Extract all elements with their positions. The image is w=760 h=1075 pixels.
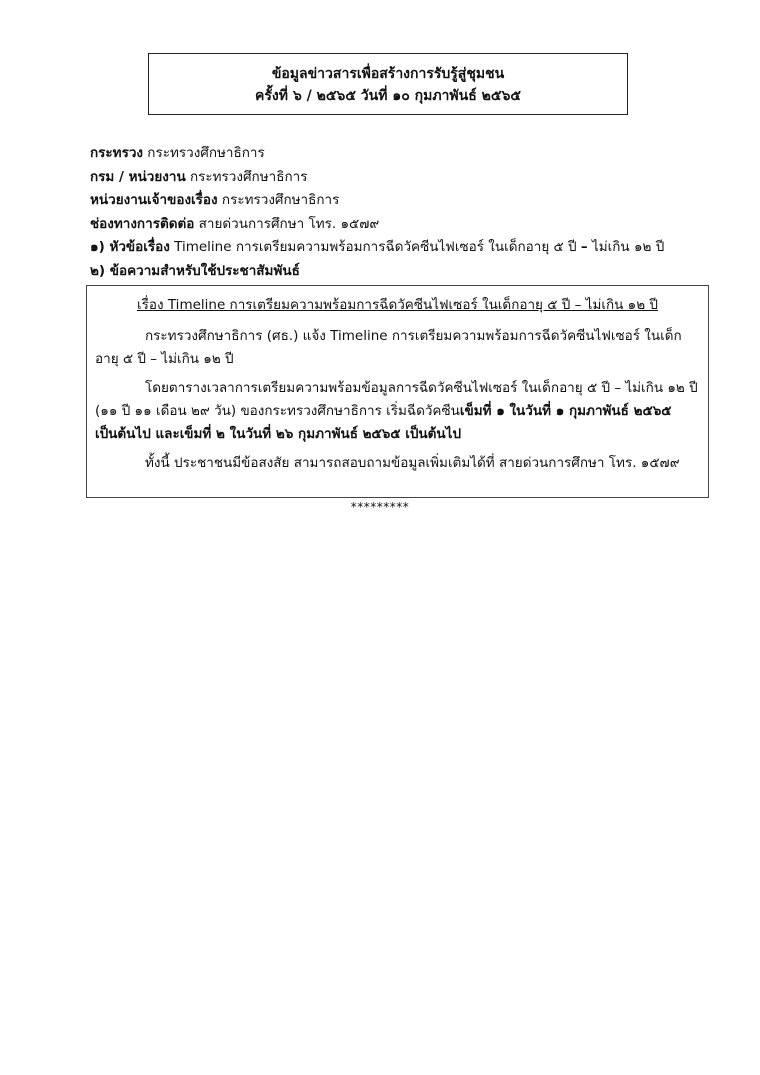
topic-value: Timeline การเตรียมความพร้อมการฉีดวัคซีนไฟเซอร์ ในเด็กอายุ ๕ ปี — [174, 239, 577, 255]
ministry-row — [90, 142, 710, 166]
contact-label: ช่องทางการติดต่อ — [90, 215, 195, 232]
topic-row — [90, 236, 710, 260]
message-paragraph-2-text: โดยตารางเวลาการเตรียมความพร้อมข้อมูลการฉีดวัคซีนไฟเซอร์ ในเด็กอายุ ๕ ปี – ไม่เกิน ๑๒ ปี (๑๑ ปี ๑๑ เดือน ๒๙ วัน) ของกระทรวงศึกษาธิการ เริ่มฉีดวัคซีน — [95, 380, 698, 419]
topic-label: ๑) หัวข้อเรื่อง — [90, 239, 170, 255]
end-marker: ********* — [350, 500, 410, 514]
owner-label: หน่วยงานเจ้าของเรื่อง — [90, 192, 218, 208]
message-headline: เรื่อง Timeline การเตรียมความพร้อมการฉีดวัคซีนไฟเซอร์ ในเด็กอายุ ๕ ปี – ไม่เกิน ๑๒ ปี — [137, 297, 658, 313]
document-metadata — [90, 142, 710, 283]
message-paragraph-1: กระทรวงศึกษาธิการ (ศธ.) แจ้ง Timeline การเตรียมความพร้อมการฉีดวัคซีนไฟเซอร์ ในเด็กอายุ ๕ ปี – ไม่เกิน ๑๒ ปี — [95, 328, 682, 367]
message-paragraph-2-dates: เข็มที่ ๑ ในวันที่ ๑ กุมภาพันธ์ ๒๕๖๕ เป็นต้นไป และเข็มที่ ๒ ในวันที่ ๒๖ กุมภาพันธ์ ๒๕๖๕ เป็นต้นไป — [95, 403, 672, 442]
contact-row — [90, 213, 710, 237]
message-section-label: ๒) ข้อความสำหรับใช้ประชาสัมพันธ์ — [90, 262, 300, 279]
topic-dash: – — [580, 239, 588, 255]
department-row — [90, 166, 710, 190]
press-message-box — [86, 285, 709, 498]
document-title: ข้อมูลข่าวสารเพื่อสร้างการรับรู้สู่ชุมชน — [271, 66, 505, 82]
department-label: กรม / หน่วยงาน — [90, 168, 186, 185]
document-issue-date: ครั้งที่ ๖ / ๒๕๖๕ วันที่ ๑๐ กุมภาพันธ์ ๒๕๖๕ — [255, 88, 521, 104]
department-value: กระทรวงศึกษาธิการ — [189, 168, 308, 185]
ministry-label: กระทรวง — [90, 145, 143, 161]
topic-tail: ไม่เกิน ๑๒ ปี — [591, 239, 665, 255]
ministry-value: กระทรวงศึกษาธิการ — [147, 145, 265, 161]
document-title-box — [148, 53, 628, 115]
owner-value: กระทรวงศึกษาธิการ — [221, 192, 340, 208]
message-paragraph-2 — [95, 377, 700, 446]
message-paragraph-3: ทั้งนี้ ประชาชนมีข้อสงสัย สามารถสอบถามข้อมูลเพิ่มเติมได้ที่ สายด่วนการศึกษา โทร. ๑๕๗๙ — [145, 455, 680, 471]
owner-row — [90, 189, 710, 213]
contact-value: สายด่วนการศึกษา โทร. ๑๕๗๙ — [198, 215, 380, 232]
